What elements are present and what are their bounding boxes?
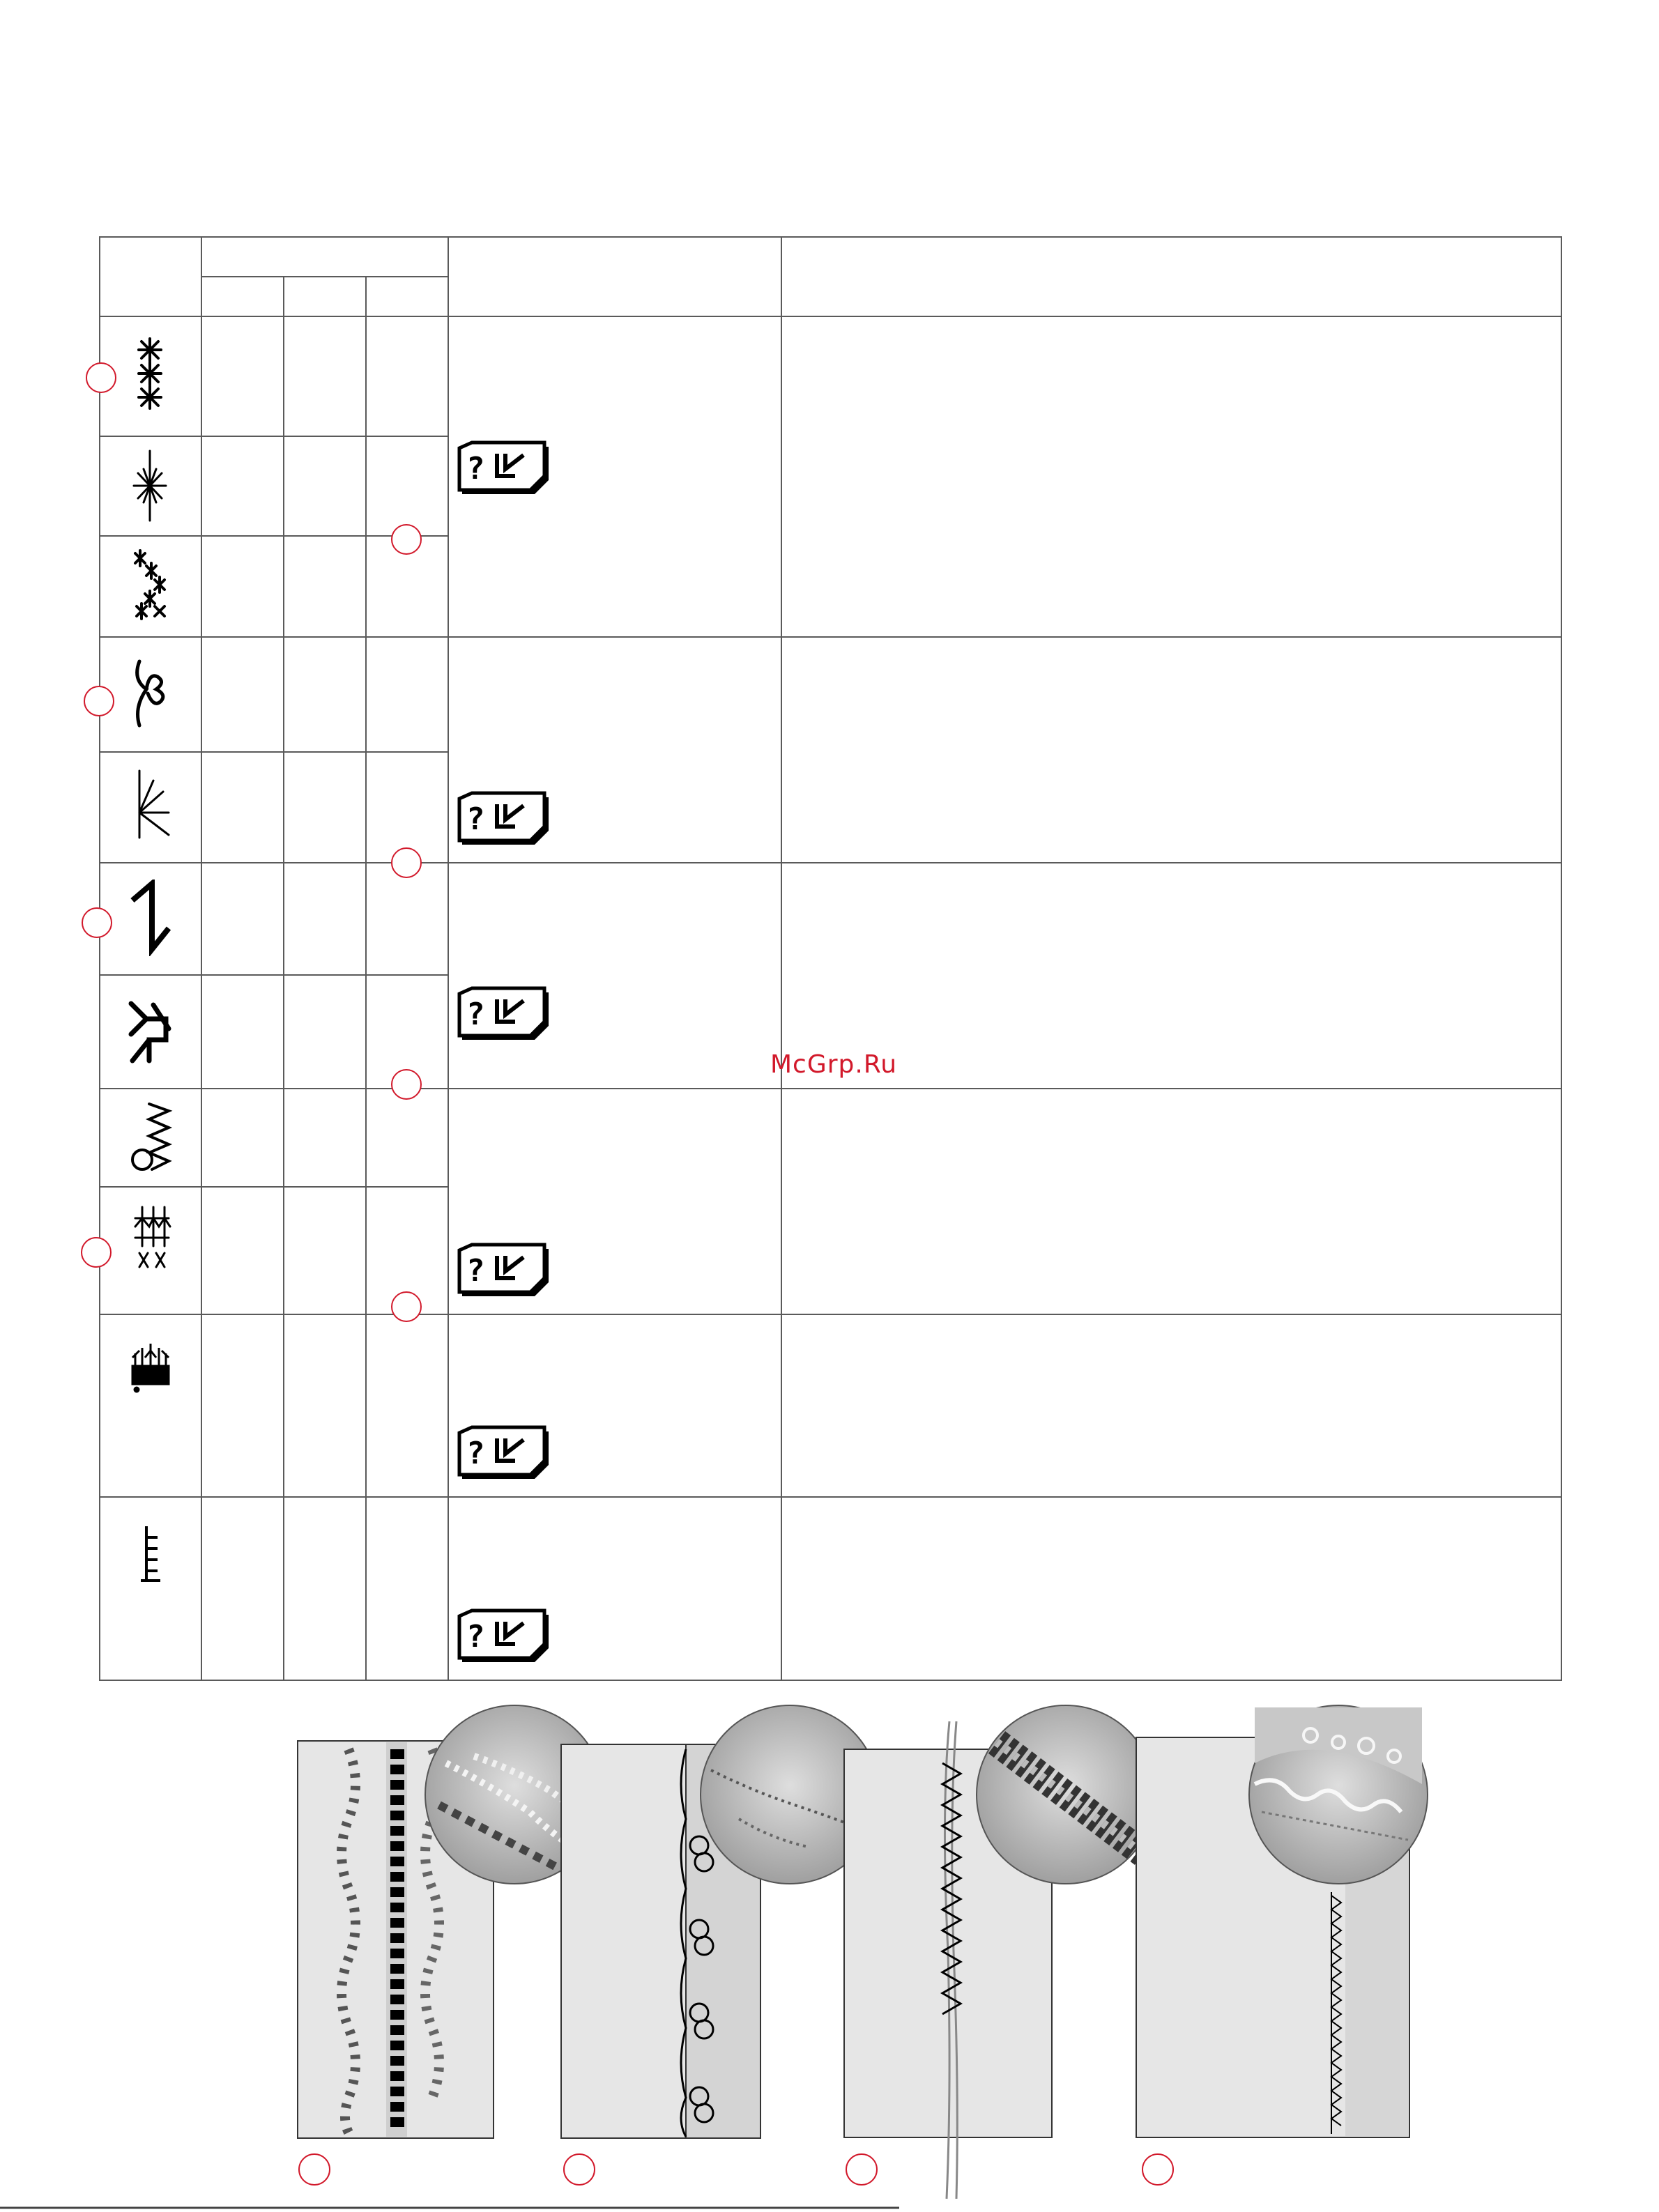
loop-scallop-sample [561,1705,879,2185]
couching-zigzag-sample [844,1705,1155,2199]
svg-text:?: ? [466,1436,485,1471]
watermark-text: McGrp.Ru [770,1050,898,1079]
svg-text:?: ? [466,997,485,1032]
svg-text:?: ? [466,801,485,837]
lace-edge-sample [1136,1705,1428,2185]
svg-text:?: ? [466,451,485,486]
svg-text:?: ? [466,1253,485,1289]
cross-stitch-sample [298,1705,604,2185]
svg-text:?: ? [466,1619,485,1654]
